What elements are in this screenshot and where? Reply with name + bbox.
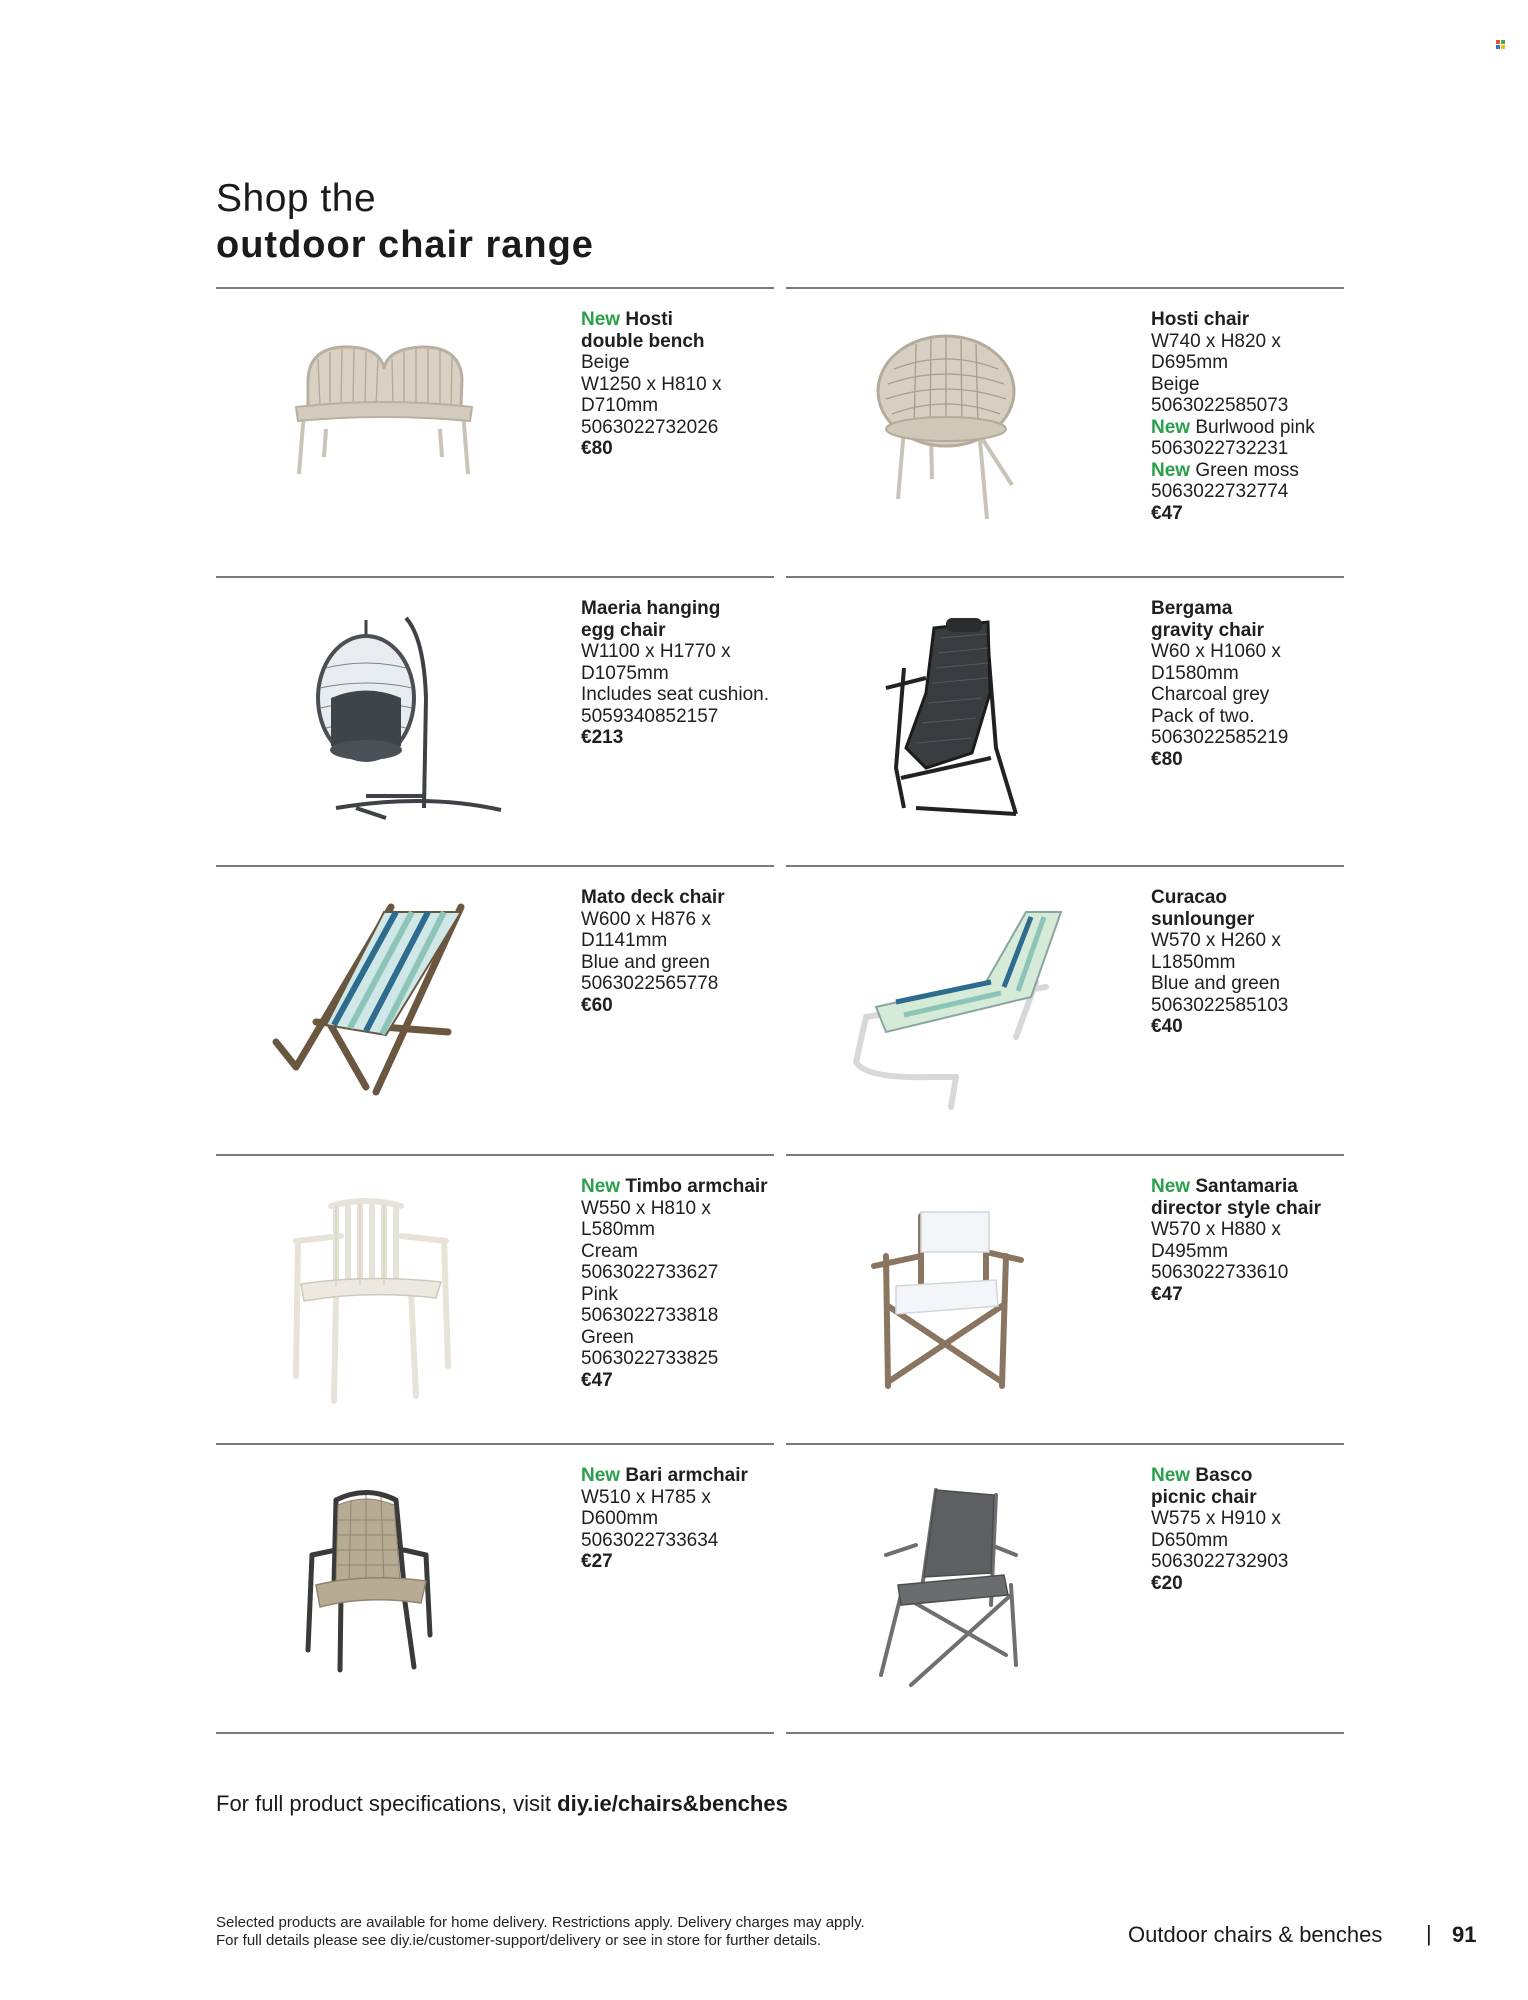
variant-label: Burlwood pink [1195,416,1315,438]
product-detail: Charcoal grey [1151,684,1270,705]
product-name-line-2: director style chair [1151,1197,1322,1219]
product-detail: W1100 x H1770 x [581,641,731,662]
product-price: €40 [1151,1016,1183,1037]
product-code: 5063022585103 [1151,994,1289,1016]
product-code: 5063022733818 [581,1305,719,1326]
product-code: 5063022565778 [581,973,719,994]
product-price: €47 [1151,1283,1183,1305]
product-card-curacao-sunlounger[interactable] [786,865,1344,1154]
new-label: New [1151,1176,1191,1197]
product-card-maeria-egg-chair[interactable] [216,576,774,865]
product-detail: Cream [581,1240,639,1262]
product-card-hosti-chair[interactable] [786,287,1344,576]
product-price: €47 [581,1369,613,1391]
product-card-basco-picnic-chair[interactable] [786,1443,1344,1732]
product-price: €80 [581,438,613,459]
product-detail: W570 x H260 x [1151,930,1281,951]
product-card-mato-deck-chair[interactable] [216,865,774,1154]
product-info [1151,887,1351,1038]
product-info [581,887,781,1016]
product-card-santamaria-director-chair[interactable] [786,1154,1344,1443]
brand-corner-mark [1496,40,1506,50]
new-label: New [1151,416,1191,438]
product-name-line-2: gravity chair [1151,619,1264,641]
product-price: €47 [1151,502,1183,524]
product-price: €27 [581,1551,613,1572]
new-label: New [581,309,621,330]
product-code: 5063022733634 [581,1529,719,1551]
product-detail: D495mm [1151,1240,1229,1262]
title-line-2: outdoor chair range [216,224,594,266]
product-detail: W550 x H810 x [581,1197,711,1219]
new-label: New [581,1465,621,1486]
sunlounger-image [786,867,1106,1156]
product-detail: W600 x H876 x [581,908,711,930]
divider [786,1732,1344,1734]
product-detail: D1141mm [581,930,668,951]
product-price: €213 [581,727,624,748]
chair-image [786,289,1106,578]
product-detail: Beige [581,352,630,373]
bench-image [216,289,536,578]
product-detail: Beige [1151,373,1200,395]
delivery-note-line-1: Selected products are available for home delivery. Restrictions apply. Delivery charges may apply. [216,1914,865,1931]
product-detail: Green [581,1326,634,1348]
new-label: New [1151,459,1191,481]
picnic-chair-image [786,1445,1106,1734]
delivery-note [216,1914,865,1950]
product-name: Hosti chair [1151,309,1250,330]
gravity-chair-image [786,578,1106,867]
product-code: 5063022733627 [581,1262,719,1283]
product-info [581,598,781,749]
product-name: Basco [1195,1465,1253,1486]
egg-chair-image [216,578,536,867]
product-info [1151,598,1351,770]
new-label: New [581,1176,621,1197]
product-detail: W570 x H880 x [1151,1219,1281,1240]
product-detail: D600mm [581,1508,659,1529]
product-name: Curacao [1151,887,1228,908]
page-title [216,176,594,268]
product-detail: D1580mm [1151,662,1239,684]
footer-separator: | [1426,1921,1432,1946]
product-detail: D650mm [1151,1529,1229,1551]
product-detail: Blue and green [1151,973,1280,994]
product-detail: W740 x H820 x [1151,330,1281,352]
product-code: 5063022732026 [581,416,719,438]
section-title: Outdoor chairs & benches [1128,1922,1383,1947]
product-card-bari-armchair[interactable] [216,1443,774,1732]
product-name-line-2: double bench [581,330,705,352]
product-code: 5063022733610 [1151,1262,1289,1283]
specifications-text: For full product specifications, visit [216,1791,558,1816]
product-info [1151,309,1351,524]
product-name: Bari armchair [625,1465,748,1486]
product-detail: Pink [581,1283,618,1305]
title-line-1: Shop the [216,177,377,220]
new-label: New [1151,1465,1191,1486]
product-detail: W575 x H910 x [1151,1508,1281,1529]
product-code: 5063022585219 [1151,727,1289,748]
product-name: Santamaria [1195,1176,1298,1197]
product-card-bergama-gravity-chair[interactable] [786,576,1344,865]
product-name: Maeria hanging [581,598,721,619]
product-name-line-2: egg chair [581,619,666,641]
product-name: Mato deck chair [581,887,725,908]
product-detail: Pack of two. [1151,705,1255,727]
product-name: Hosti [625,309,673,330]
product-info [581,1176,781,1391]
product-detail: D1075mm [581,662,669,684]
product-card-timbo-armchair[interactable] [216,1154,774,1443]
product-detail: D710mm [581,395,659,416]
bari-armchair-image [216,1445,536,1734]
product-code: 5063022732231 [1151,438,1289,459]
product-info [1151,1465,1351,1594]
product-card-hosti-double-bench[interactable] [216,287,774,576]
product-code: 5063022733825 [581,1348,719,1369]
product-detail: Includes seat cushion. [581,684,770,705]
product-name: Timbo armchair [625,1176,768,1197]
armchair-image [216,1156,536,1445]
product-info [1151,1176,1351,1305]
product-detail: L580mm [581,1219,655,1240]
product-price: €80 [1151,748,1183,770]
product-info [581,1465,781,1573]
product-detail: L1850mm [1151,951,1236,973]
product-name-line-2: sunlounger [1151,908,1255,930]
product-name-line-2: picnic chair [1151,1486,1257,1508]
product-code: 5063022585073 [1151,395,1289,416]
product-detail: D695mm [1151,352,1229,373]
product-name: Bergama [1151,598,1233,619]
divider [216,1732,774,1734]
product-price: €20 [1151,1572,1183,1594]
product-detail: Blue and green [581,951,710,973]
director-chair-image [786,1156,1106,1445]
product-code: 5059340852157 [581,705,719,727]
specifications-note [216,1791,788,1817]
variant-label: Green moss [1195,459,1299,481]
product-code: 5063022732774 [1151,481,1289,502]
specifications-link[interactable]: diy.ie/chairs&benches [557,1791,788,1816]
delivery-note-line-2: For full details please see diy.ie/customer-support/delivery or see in store for further details. [216,1932,821,1949]
product-detail: W510 x H785 x [581,1486,711,1508]
product-price: €60 [581,994,613,1016]
deck-chair-image [216,867,536,1156]
page-number: 91 [1452,1922,1477,1947]
product-detail: W60 x H1060 x [1151,641,1281,662]
product-detail: W1250 x H810 x [581,373,722,395]
product-info [581,309,781,460]
product-code: 5063022732903 [1151,1551,1289,1572]
